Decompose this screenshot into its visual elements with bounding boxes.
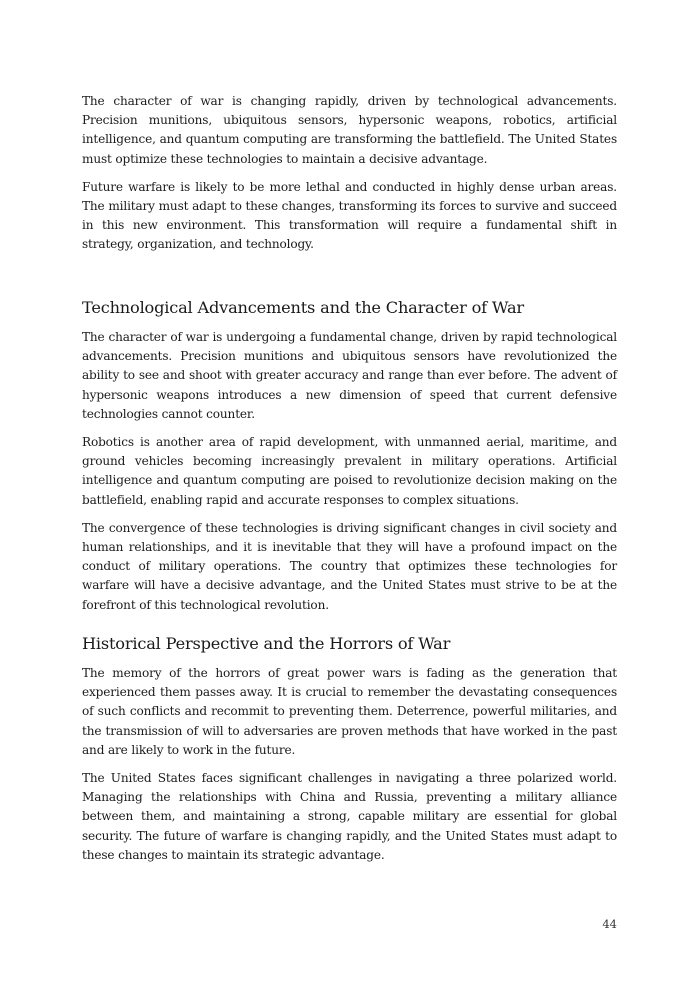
- body-paragraph: The memory of the horrors of great power wars is fading as the generation that experienced them passes away. It is crucial to remember the devastating consequences of such conflicts and recommit to preventing them. Deterrence, powerful militaries, and the transmission of will to adversaries are proven methods that have worked in the past and are likely to work in the future.: [82, 666, 617, 757]
- section-historical-perspective: [82, 634, 617, 874]
- body-paragraph: The United States faces significant challenges in navigating a three polarized world. Managing the relationships with China and Russia, preventing a military alliance between them, and maintaining a strong, capable military are essential for global security. The future of warfare is changing rapidly, and the United States must adapt to these changes to maintain its strategic advantage.: [82, 771, 617, 862]
- body-paragraph: The convergence of these technologies is driving significant changes in civil society and human relationships, and it is inevitable that they will have a profound impact on the conduct of military operations. The country that optimizes these technologies for warfare will have a decisive advantage, and the United States must strive to be at the forefront of this technological revolution.: [82, 520, 617, 612]
- section-heading: Historical Perspective and the Horrors of War: [82, 634, 451, 653]
- page-number: 44: [602, 917, 617, 931]
- section-technological-advancements: [82, 298, 617, 624]
- intro-paragraph: The character of war is changing rapidly, driven by technological advancements. Precision munitions, ubiquitous sensors, hypersonic weapons, robotics, artificial intelligence, and quantum computing are transforming the battlefield. The United States must optimize these technologies to maintain a decisive advantage.: [82, 94, 617, 166]
- body-paragraph: The character of war is undergoing a fundamental change, driven by rapid technological advancements. Precision munitions and ubiquitous sensors have revolutionized the ability to see and shoot with greater accuracy and range than ever before. The advent of hypersonic weapons introduces a new dimension of speed that current defensive technologies cannot counter.: [82, 330, 617, 421]
- section-heading: Technological Advancements and the Character of War: [82, 298, 524, 317]
- intro-paragraph: Future warfare is likely to be more lethal and conducted in highly dense urban areas. The military must adapt to these changes, transforming its forces to survive and succeed in this new environment. This transformation will require a fundamental shift in strategy, organization, and technology.: [82, 179, 617, 252]
- body-paragraph: Robotics is another area of rapid development, with unmanned aerial, maritime, and ground vehicles becoming increasingly prevalent in military operations. Artificial intelligence and quantum computing are poised to revolutionize decision making on the battlefield, enabling rapid and accurate responses to complex situations.: [82, 435, 617, 507]
- intro-section: [82, 92, 617, 264]
